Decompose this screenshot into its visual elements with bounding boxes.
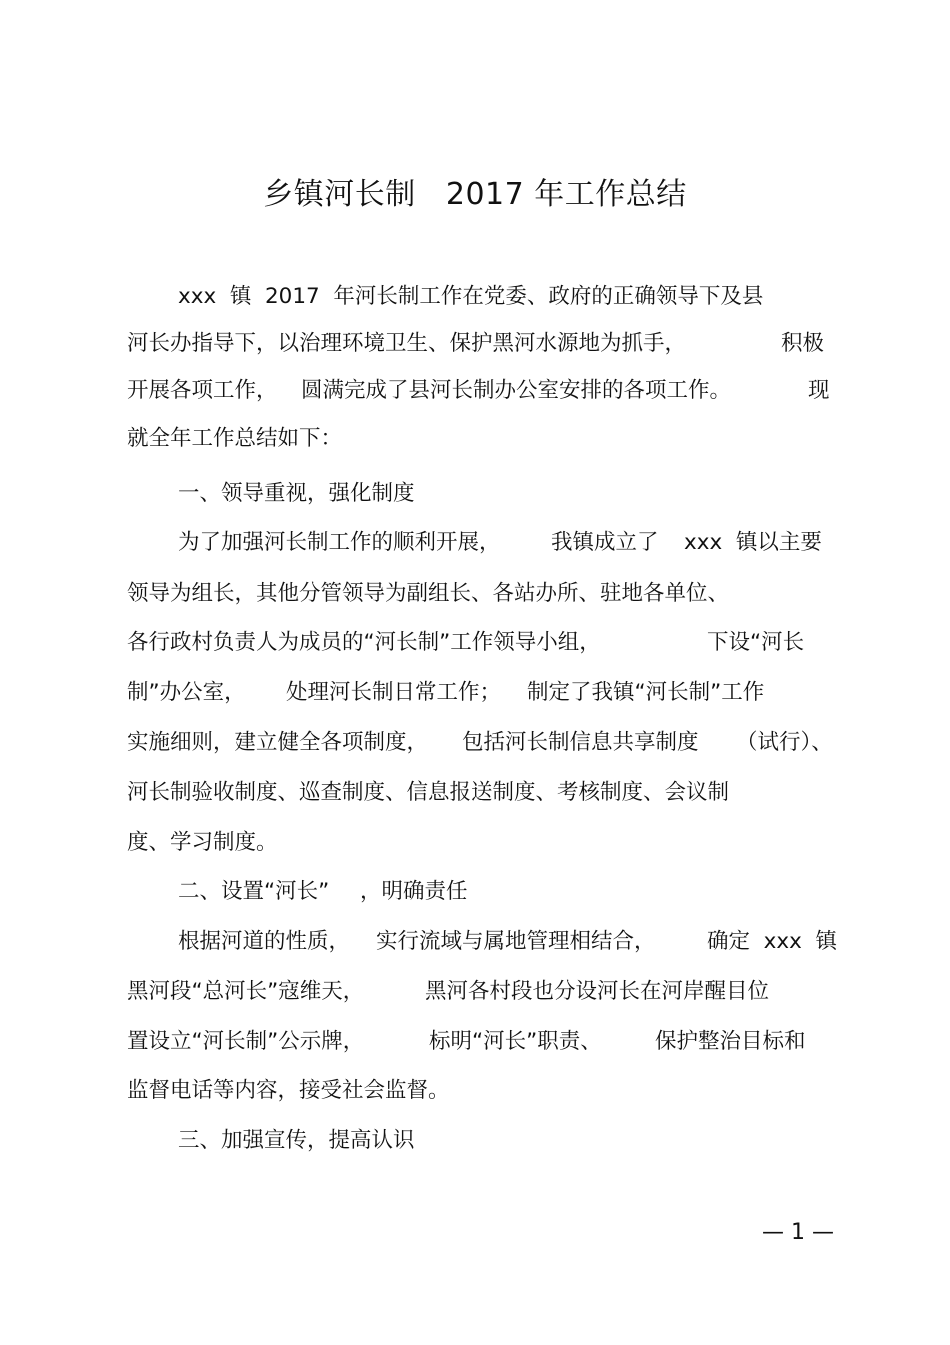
paragraph-line xyxy=(0,373,950,409)
text-segment: 开展各项工作， xyxy=(127,378,278,403)
paragraph-line xyxy=(0,924,950,960)
paragraph-line xyxy=(0,974,950,1010)
section-heading xyxy=(0,874,950,910)
text-segment: 黑河各村段也分设河长在河岸醒目位 xyxy=(425,979,770,1004)
text-segment: 实行流域与属地管理相结合， xyxy=(376,929,656,954)
text-segment: 置设立“河长制”公示牌， xyxy=(127,1029,365,1054)
text-segment: xxx 镇 2017 年河长制工作在党委、政府的正确领导下及县 xyxy=(178,284,764,309)
heading-text: ，明确责任 xyxy=(360,879,468,904)
text-segment: 实施细则，建立健全各项制度， xyxy=(127,730,429,755)
text-segment: 度、学习制度。 xyxy=(127,830,278,855)
text-segment: 监督电话等内容，接受社会监督。 xyxy=(127,1078,450,1103)
text-segment: 我镇成立了 xyxy=(551,530,659,555)
text-segment: 标明“河长”职责、 xyxy=(429,1029,602,1054)
text-segment: 河长办指导下，以治理环境卫生、保护黑河水源地为抓手， xyxy=(127,331,687,356)
section-heading xyxy=(0,476,950,512)
text-segment: 根据河道的性质， xyxy=(178,929,351,954)
paragraph-line xyxy=(0,279,950,315)
paragraph-line xyxy=(0,625,950,661)
text-segment: 黑河段“总河长”寇维天， xyxy=(127,979,365,1004)
text-segment: 确定 xxx 镇 xyxy=(707,929,838,954)
text-segment: 下设“河长 xyxy=(707,630,805,655)
text-segment: 河长制验收制度、巡查制度、信息报送制度、考核制度、会议制 xyxy=(127,780,730,805)
paragraph-line xyxy=(0,725,950,761)
text-segment: 就全年工作总结如下： xyxy=(127,426,343,451)
paragraph-line xyxy=(0,675,950,711)
paragraph-line xyxy=(0,421,950,457)
paragraph-line xyxy=(0,525,950,561)
text-segment: 现 xyxy=(808,378,830,403)
heading-text: 一、领导重视，强化制度 xyxy=(178,481,415,506)
text-segment: 领导为组长，其他分管领导为副组长、各站办所、驻地各单位、 xyxy=(127,581,730,606)
text-segment: xxx 镇以主要 xyxy=(684,530,822,555)
text-segment: 各行政村负责人为成员的“河长制”工作领导小组， xyxy=(127,630,601,655)
paragraph-line xyxy=(0,576,950,612)
document-title: 乡镇河长制 2017 年工作总结 xyxy=(263,177,687,212)
text-segment: （试行）、 xyxy=(736,730,833,755)
text-segment: 包括河长制信息共享制度 xyxy=(462,730,699,755)
paragraph-line xyxy=(0,775,950,811)
heading-text: 二、设置“河长” xyxy=(178,879,330,904)
text-segment: 制定了我镇“河长制”工作 xyxy=(527,680,765,705)
section-heading xyxy=(0,1123,950,1159)
text-segment: 为了加强河长制工作的顺利开展， xyxy=(178,530,501,555)
paragraph-line xyxy=(0,326,950,362)
text-segment: 圆满完成了县河长制办公室安排的各项工作。 xyxy=(301,378,732,403)
page-number: — 1 — xyxy=(762,1220,834,1245)
text-segment: 保护整治目标和 xyxy=(655,1029,806,1054)
text-segment: 处理河长制日常工作； xyxy=(286,680,502,705)
paragraph-line xyxy=(0,1073,950,1109)
text-segment: 积极 xyxy=(781,331,825,356)
paragraph-line xyxy=(0,1024,950,1060)
text-segment: 制”办公室， xyxy=(127,680,246,705)
paragraph-line xyxy=(0,825,950,861)
heading-text: 三、加强宣传，提高认识 xyxy=(178,1128,415,1153)
